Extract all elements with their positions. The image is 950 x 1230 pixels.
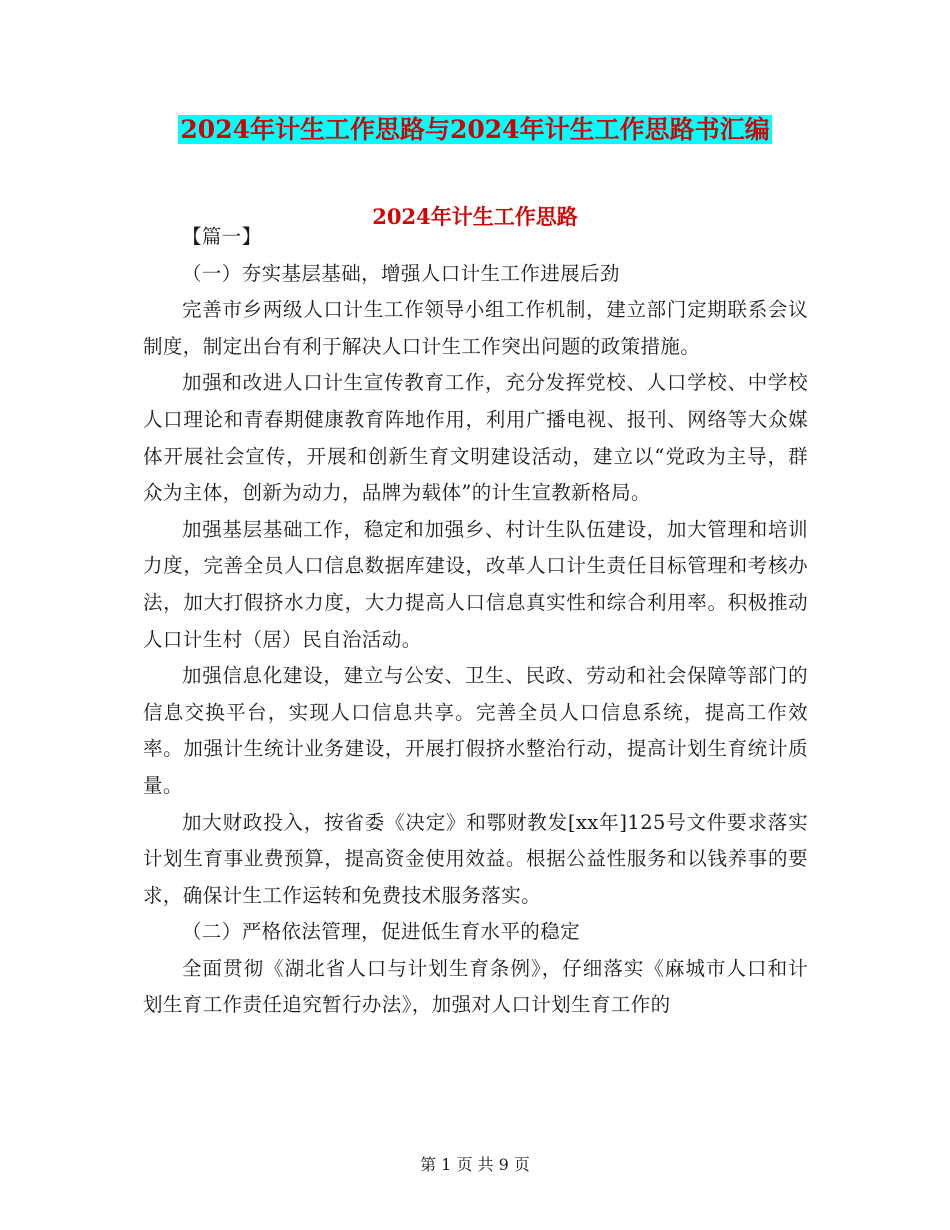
subsection-heading: （二）严格依法管理，促进低生育水平的稳定 [182, 920, 581, 944]
body-paragraph: 加大财政投入，按省委《决定》和鄂财教发[xx年]125号文件要求落实计划生育事业费预算，提高资金使用效益。根据公益性服务和以钱养事的要求，确保计生工作运转和免费技术服务落实。 [143, 810, 808, 907]
body-paragraph: 加强基层基础工作，稳定和加强乡、村计生队伍建设，加大管理和培训力度，完善全员人口信息数据库建设，改革人口计生责任目标管理和考核办法，加大打假挤水力度，大力提高人口信息真实性和综合利用率。积极推动人口计生村（居）民自治活动。 [143, 517, 808, 651]
body-paragraph: 全面贯彻《湖北省人口与计划生育条例》，仔细落实《麻城市人口和计划生育工作责任追究暂行办法》，加强对人口计划生育工作的 [143, 956, 808, 1017]
section-title: 2024年计生工作思路 [372, 204, 578, 229]
subsection-heading: （一）夯实基层基础，增强人口计生工作进展后劲 [182, 261, 620, 285]
page-number: 第 1 页 共 9 页 [420, 1155, 530, 1174]
document-title [0, 112, 950, 148]
document-body [143, 219, 808, 1024]
body-paragraph: 加强信息化建设，建立与公安、卫生、民政、劳动和社会保障等部门的信息交换平台，实现人口信息共享。完善全员人口信息系统，提高工作效率。加强计生统计业务建设，开展打假挤水整治行动，提高计划生育统计质量。 [143, 664, 808, 797]
body-paragraph: 完善市乡两级人口计生工作领导小组工作机制，建立部门定期联系会议制度，制定出台有利于解决人口计生工作突出问题的政策措施。 [143, 298, 808, 358]
document-title-text: 2024年计生工作思路与2024年计生工作思路书汇编 [180, 115, 770, 144]
body-paragraph: 加强和改进人口计生宣传教育工作，充分发挥党校、人口学校、中学校人口理论和青春期健康教育阵地作用，利用广播电视、报刊、网络等大众媒体开展社会宣传，开展和创新生育文明建设活动，建立以“党政为主导，群众为主体，创新为动力，品牌为载体”的计生宣教新格局。 [143, 371, 808, 505]
part-label: 【篇一】 [182, 225, 262, 248]
